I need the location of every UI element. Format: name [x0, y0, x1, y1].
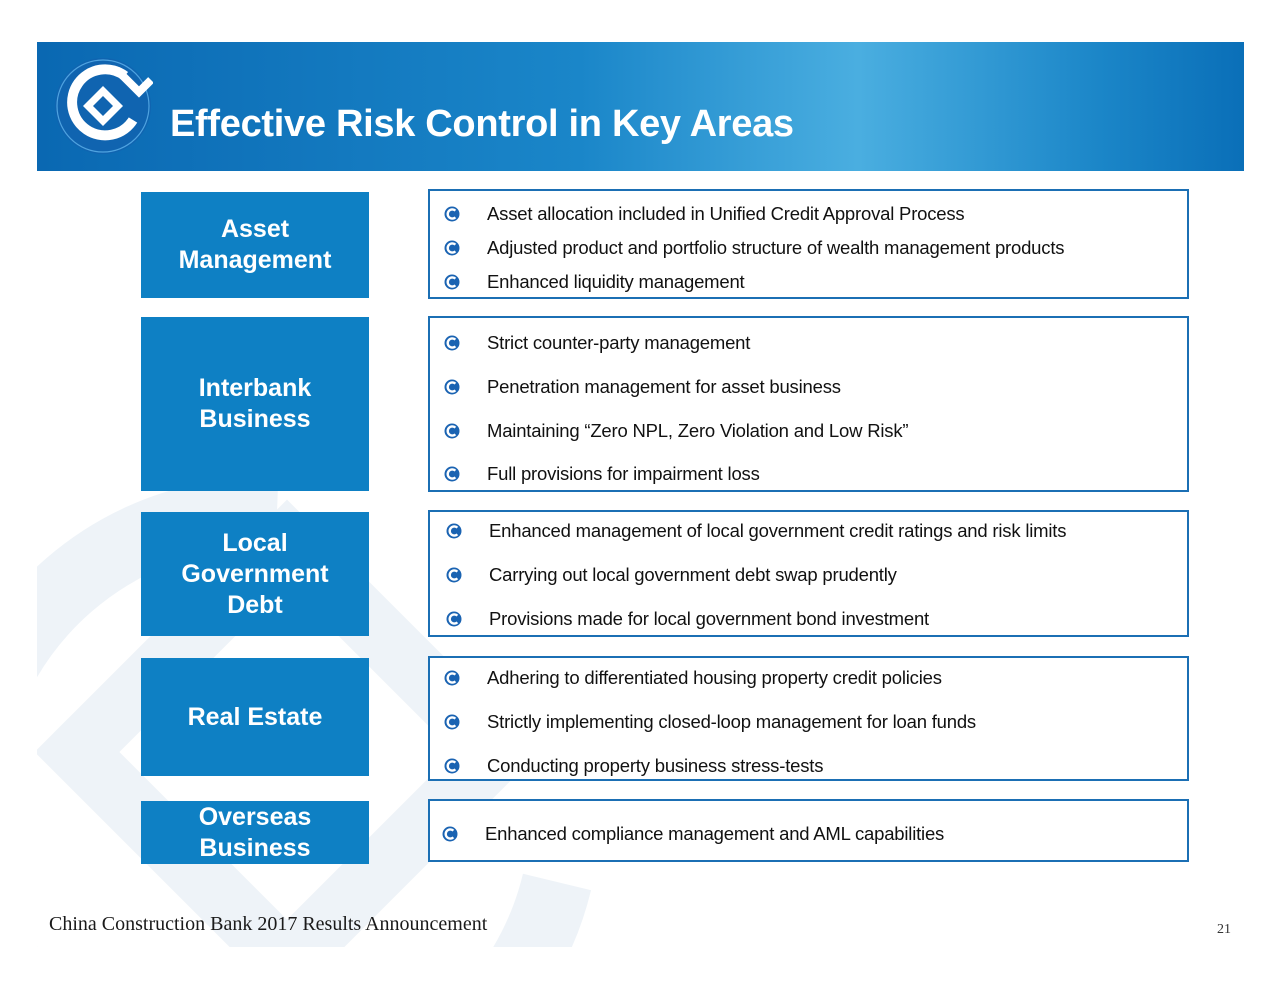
- ccb-bullet-icon: [444, 670, 460, 686]
- ccb-bullet-icon: [444, 206, 460, 222]
- ccb-bullet-icon: [444, 379, 460, 395]
- section-label-text: Local Government Debt: [181, 528, 329, 619]
- ccb-bullet-icon: [444, 335, 460, 351]
- list-item: [444, 376, 841, 398]
- header-banner: [37, 42, 1244, 171]
- list-item-text: Carrying out local government debt swap prudently: [489, 564, 897, 585]
- section-label-asset-management: [141, 192, 369, 298]
- ccb-bullet-icon: [446, 611, 462, 627]
- list-item-text: Enhanced liquidity management: [487, 271, 745, 292]
- list-item-text: Maintaining “Zero NPL, Zero Violation and Low Risk”: [487, 420, 909, 441]
- ccb-bullet-icon: [444, 240, 460, 256]
- list-item: [444, 667, 942, 689]
- list-item-text: Provisions made for local government bond investment: [489, 608, 929, 629]
- list-item-text: Strict counter-party management: [487, 332, 751, 353]
- list-item-text: Conducting property business stress-tests: [487, 755, 824, 776]
- section-label-local-government-debt: [141, 512, 369, 636]
- ccb-bullet-icon: [444, 714, 460, 730]
- list-item: [446, 520, 1066, 542]
- list-item-text: Penetration management for asset business: [487, 376, 841, 397]
- list-item: [444, 420, 908, 442]
- page-title: Effective Risk Control in Key Areas: [170, 103, 794, 145]
- section-label-interbank-business: [141, 317, 369, 491]
- list-item: [444, 237, 1064, 259]
- section-label-text: Real Estate: [187, 702, 323, 731]
- list-item: [444, 271, 744, 293]
- footer-text: China Construction Bank 2017 Results Announcement: [49, 913, 488, 935]
- list-item-text: Strictly implementing closed-loop management for loan funds: [487, 711, 976, 732]
- ccb-bullet-icon: [444, 758, 460, 774]
- list-item-text: Adjusted product and portfolio structure of wealth management products: [487, 237, 1065, 258]
- ccb-bullet-icon: [444, 423, 460, 439]
- slide: [37, 42, 1244, 947]
- section-box-overseas-business: [428, 799, 1189, 862]
- list-item: [444, 203, 964, 225]
- list-item-text: Enhanced compliance management and AML capabilities: [485, 823, 945, 844]
- list-item: [444, 755, 823, 777]
- section-box-asset-management: [428, 189, 1189, 299]
- section-label-text: Overseas Business: [198, 802, 312, 862]
- ccb-logo-icon: [53, 56, 153, 156]
- section-box-interbank-business: [428, 316, 1189, 492]
- list-item: [446, 564, 897, 586]
- section-label-text: Asset Management: [178, 215, 332, 274]
- list-item-text: Adhering to differentiated housing property credit policies: [487, 667, 942, 688]
- section-box-real-estate: [428, 656, 1189, 781]
- list-item-text: Enhanced management of local government credit ratings and risk limits: [489, 520, 1067, 541]
- ccb-bullet-icon: [444, 274, 460, 290]
- section-label-overseas-business: [141, 801, 369, 864]
- list-item: [446, 608, 929, 630]
- section-label-real-estate: [141, 658, 369, 776]
- list-item-text: Full provisions for impairment loss: [487, 463, 760, 484]
- ccb-bullet-icon: [446, 523, 462, 539]
- ccb-bullet-icon: [444, 466, 460, 482]
- section-label-text: Interbank Business: [198, 374, 312, 433]
- page-number: 21: [1217, 922, 1231, 937]
- list-item: [444, 463, 760, 485]
- list-item: [444, 711, 976, 733]
- list-item-text: Asset allocation included in Unified Credit Approval Process: [487, 203, 965, 224]
- section-box-local-government-debt: [428, 510, 1189, 637]
- list-item: [442, 823, 944, 845]
- ccb-bullet-icon: [446, 567, 462, 583]
- ccb-bullet-icon: [442, 826, 458, 842]
- list-item: [444, 332, 750, 354]
